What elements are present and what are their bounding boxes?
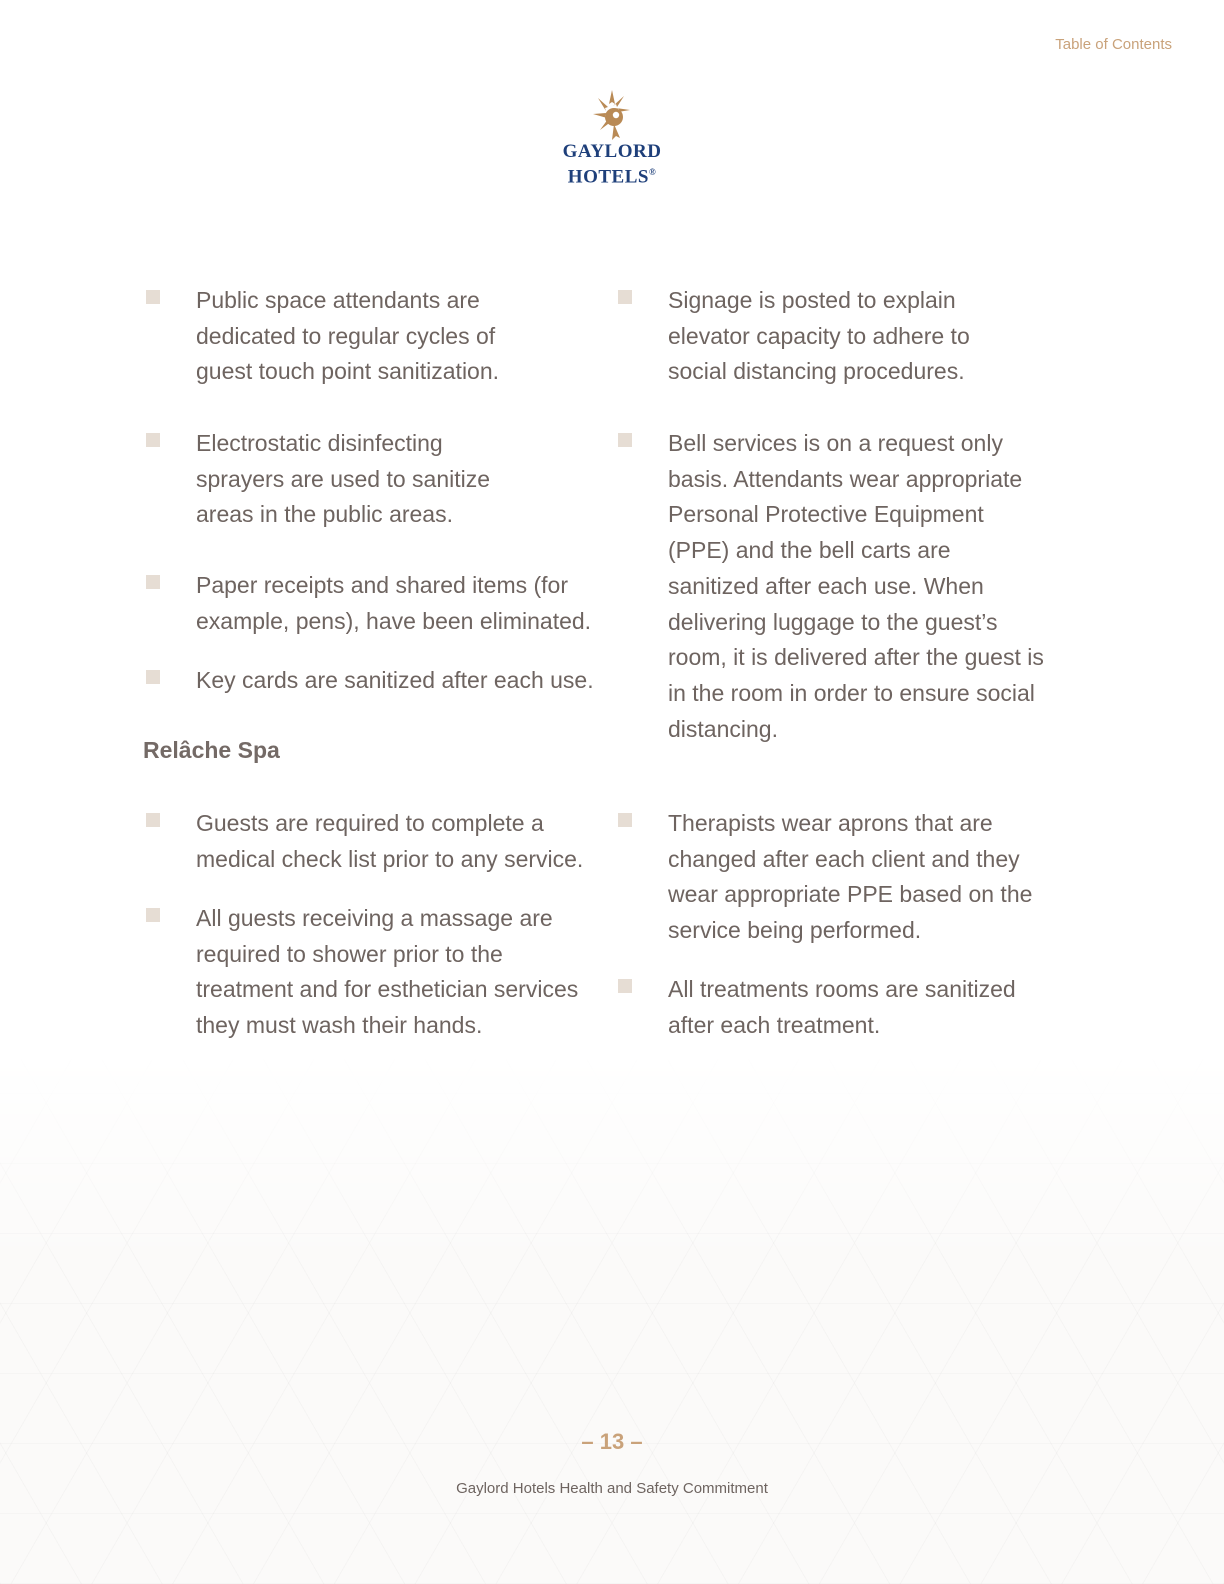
gaylord-hotels-logo: [550, 86, 674, 187]
list-item: [614, 283, 1098, 390]
square-bullet-icon: [146, 290, 160, 304]
list-item-text: All treatments rooms are sanitized after each treatment.: [668, 976, 1016, 1038]
list-item: [142, 426, 616, 533]
list-item: [142, 568, 656, 639]
list-item: [142, 283, 616, 390]
logo-wordmark-line2: HOTELS®: [567, 166, 657, 188]
list-item: [614, 806, 1098, 949]
square-bullet-icon: [146, 433, 160, 447]
square-bullet-icon: [618, 433, 632, 447]
section-title-spa: Relâche Spa: [143, 737, 280, 763]
square-bullet-icon: [618, 979, 632, 993]
page-number: – 13 –: [581, 1429, 643, 1454]
list-item-text: Public space attendants are dedicated to regular cycles of guest touch point sanitization.: [196, 287, 500, 385]
list-item-text: Signage is posted to explain elevator capacity to adhere to social distancing procedures.: [668, 287, 970, 385]
square-bullet-icon: [618, 813, 632, 827]
square-bullet-icon: [618, 290, 632, 304]
list-item-text: Therapists wear aprons that are changed after each client and they wear appropriate PPE based on the service being performed.: [668, 810, 1033, 944]
list-item-text: Key cards are sanitized after each use.: [196, 667, 594, 693]
list-item: [142, 806, 656, 877]
square-bullet-icon: [146, 575, 160, 589]
square-bullet-icon: [146, 670, 160, 684]
list-item: [142, 901, 656, 1044]
square-bullet-icon: [146, 908, 160, 922]
list-item-text: Paper receipts and shared items (for example, pens), have been eliminated.: [196, 572, 592, 634]
list-item: [142, 663, 656, 699]
sun-starburst-icon: [590, 86, 634, 142]
list-item-text: Guests are required to complete a medical check list prior to any service.: [196, 810, 584, 872]
list-item: [614, 426, 1098, 747]
footer-title: Gaylord Hotels Health and Safety Commitment: [456, 1480, 768, 1497]
background-pattern: [0, 1050, 1224, 1584]
list-item-text: Bell services is on a request only basis. Attendants wear appropriate Personal Protective Equipment (PPE) and the bell carts are sanitized after each use. When delivering luggage to the guest’s room, it is delivered after the guest is in the room in order to ensure social distancing.: [668, 430, 1044, 742]
list-item-text: All guests receiving a massage are required to shower prior to the treatment and for esthetician services they must wash their hands.: [196, 905, 579, 1039]
list-item: [614, 972, 1098, 1043]
square-bullet-icon: [146, 813, 160, 827]
table-of-contents-link[interactable]: Table of Contents: [1055, 36, 1172, 53]
list-item-text: Electrostatic disinfecting sprayers are used to sanitize areas in the public areas.: [196, 430, 491, 528]
logo-wordmark-line1: GAYLORD: [562, 141, 662, 162]
